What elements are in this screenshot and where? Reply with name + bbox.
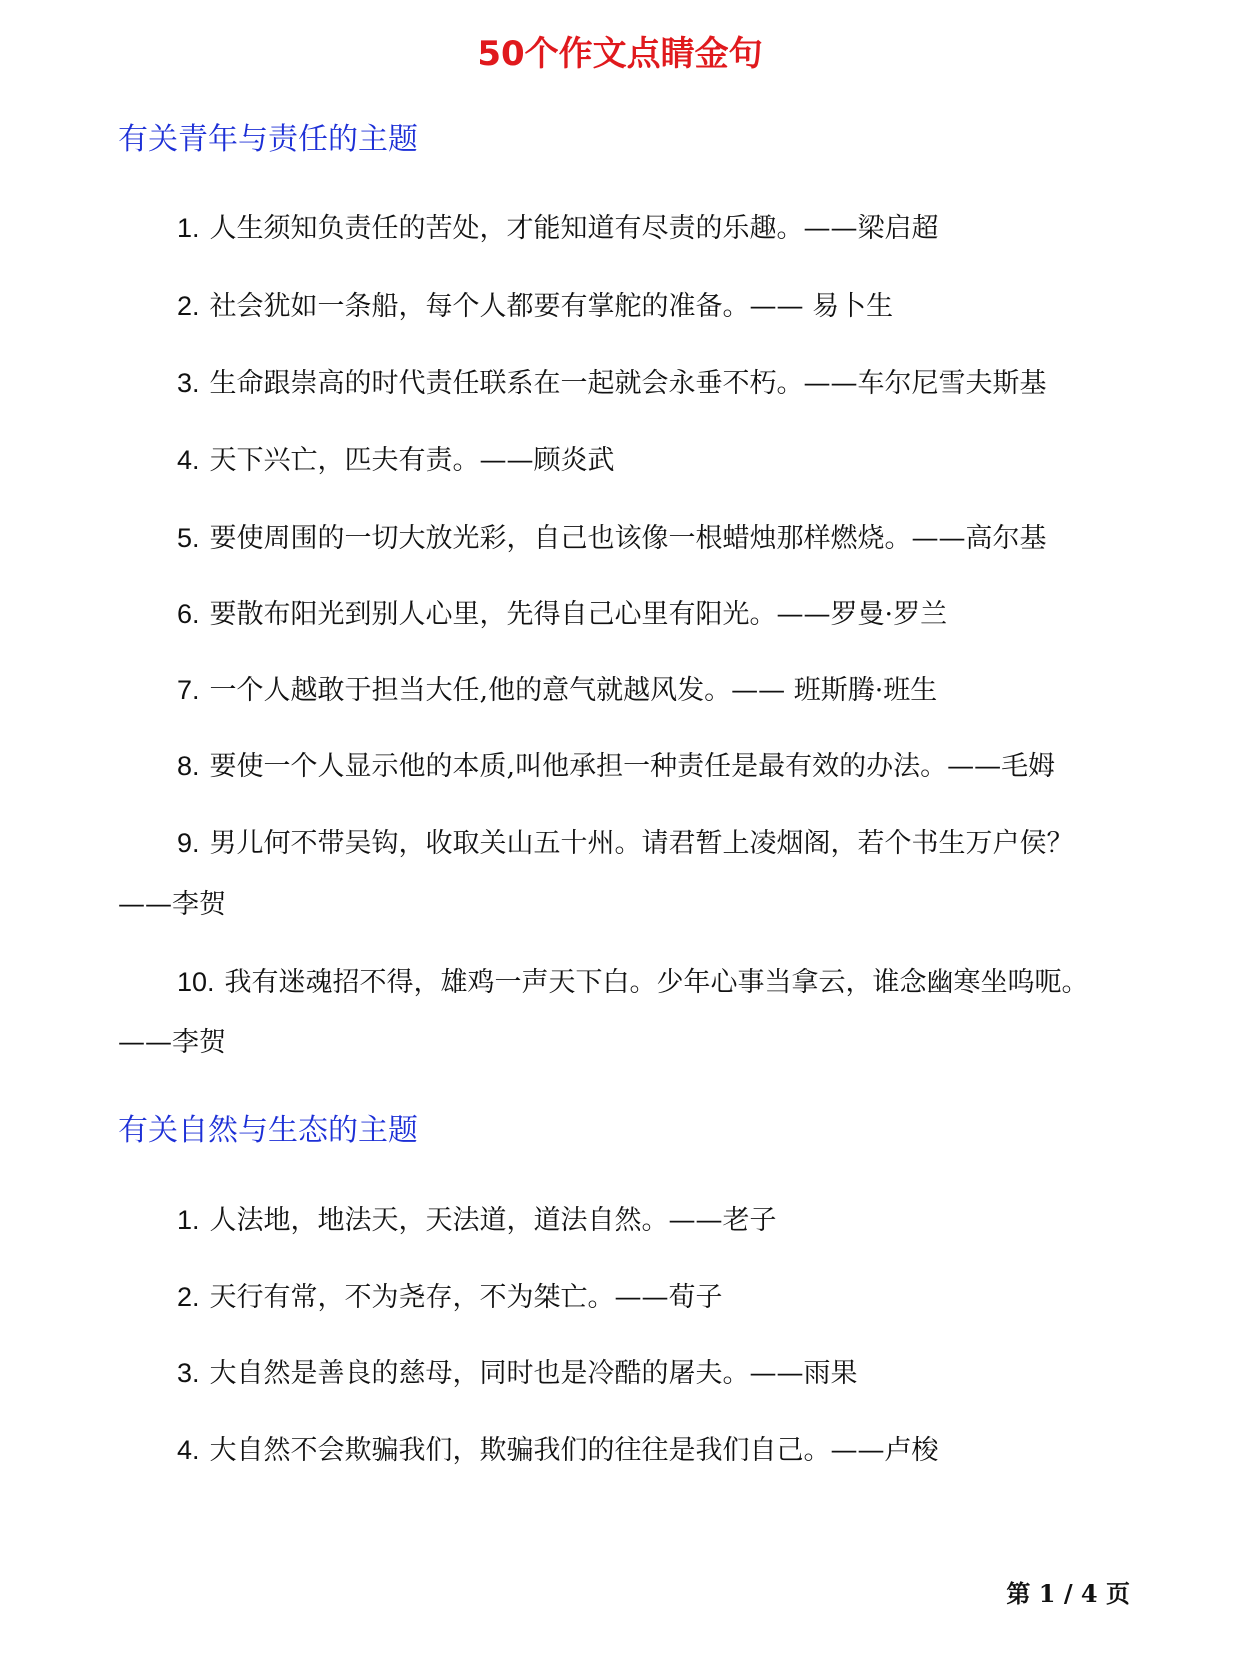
item-number: 1. <box>177 1205 200 1235</box>
item-number: 8. <box>177 751 200 781</box>
list-item <box>177 1200 777 1241</box>
item-text: 一个人越敢于担当大任,他的意气就越风发。—— 班斯腾·班生 <box>209 675 938 706</box>
list-item <box>177 1430 939 1471</box>
item-text: 要使周围的一切大放光彩，自己也该像一根蜡烛那样燃烧。——高尔基 <box>209 523 1047 554</box>
item-number: 1. <box>177 213 200 243</box>
item-number: 3. <box>177 368 200 398</box>
item-text: 大自然是善良的慈母，同时也是冷酷的屠夫。——雨果 <box>209 1358 858 1389</box>
item-number: 3. <box>177 1358 200 1388</box>
section-heading: 有关自然与生态的主题 <box>118 1113 418 1148</box>
list-item <box>177 1353 858 1394</box>
item-text: 人生须知负责任的苦处，才能知道有尽责的乐趣。——梁启超 <box>209 213 939 244</box>
list-item <box>177 594 947 635</box>
item-text: 我有迷魂招不得，雄鸡一声天下白。少年心事当拿云，谁念幽寒坐呜呃。 <box>224 967 1089 998</box>
item-text: 天下兴亡，匹夫有责。——顾炎武 <box>209 445 615 476</box>
list-item <box>177 1277 723 1318</box>
item-text: 大自然不会欺骗我们，欺骗我们的往往是我们自己。——卢梭 <box>209 1435 939 1466</box>
item-number: 2. <box>177 1282 200 1312</box>
list-item <box>177 208 939 249</box>
document-title: 50个作文点睛金句 <box>477 34 763 74</box>
item-number: 4. <box>177 445 200 475</box>
item-text: 要散布阳光到别人心里，先得自己心里有阳光。——罗曼·罗兰 <box>209 599 948 630</box>
item-number: 4. <box>177 1435 200 1465</box>
item-attribution: ——李贺 <box>118 889 226 920</box>
list-item <box>177 823 1074 864</box>
list-item <box>177 363 1047 404</box>
list-item <box>177 440 615 481</box>
list-item <box>177 286 893 327</box>
list-item <box>177 670 937 711</box>
list-item <box>177 962 1089 1003</box>
section-heading: 有关青年与责任的主题 <box>118 122 418 157</box>
item-attribution: ——李贺 <box>118 1027 226 1058</box>
item-text: 社会犹如一条船，每个人都要有掌舵的准备。—— 易卜生 <box>209 291 894 322</box>
list-item <box>177 518 1047 559</box>
item-number: 9. <box>177 828 200 858</box>
page-number: 第 1 / 4 页 <box>1006 1579 1130 1608</box>
item-number: 2. <box>177 291 200 321</box>
item-text: 要使一个人显示他的本质,叫他承担一种责任是最有效的办法。——毛姆 <box>209 751 1056 782</box>
item-number: 6. <box>177 599 200 629</box>
item-number: 10. <box>177 967 215 997</box>
list-item <box>177 746 1055 787</box>
item-text: 生命跟崇高的时代责任联系在一起就会永垂不朽。——车尔尼雪夫斯基 <box>209 368 1047 399</box>
item-number: 7. <box>177 675 200 705</box>
item-text: 人法地，地法天，天法道，道法自然。——老子 <box>209 1205 777 1236</box>
item-text: 天行有常，不为尧存，不为桀亡。——荀子 <box>209 1282 723 1313</box>
item-text: 男儿何不带吴钩，收取关山五十州。请君暂上凌烟阁，若个书生万户侯？ <box>209 828 1074 859</box>
item-number: 5. <box>177 523 200 553</box>
